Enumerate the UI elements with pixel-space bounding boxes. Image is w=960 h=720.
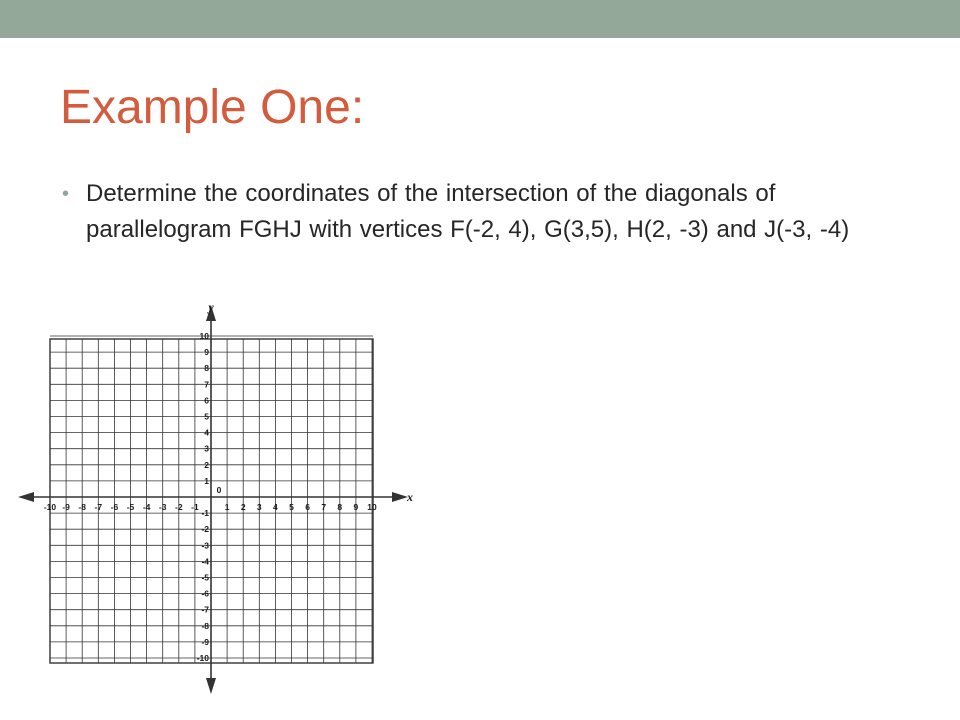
y-tick-label: -5 xyxy=(201,572,209,583)
tick-labels xyxy=(44,300,413,663)
x-tick-label: 2 xyxy=(240,502,246,512)
origin-label: 0 xyxy=(216,485,222,495)
y-axis-label: y xyxy=(208,300,214,314)
x-tick-label: 7 xyxy=(321,502,327,512)
y-tick-label: 6 xyxy=(204,395,209,406)
y-tick-label: -10 xyxy=(196,653,209,663)
x-tick-label: -10 xyxy=(43,502,57,512)
x-tick-label: 9 xyxy=(353,502,359,512)
y-tick-label: 5 xyxy=(204,411,209,422)
x-tick-label: -8 xyxy=(78,502,86,512)
y-tick-label: -8 xyxy=(201,620,209,631)
x-tick-label: -1 xyxy=(191,502,199,512)
axes xyxy=(18,305,408,694)
x-tick-label: 8 xyxy=(337,502,343,512)
x-tick-label: -4 xyxy=(142,502,151,512)
x-tick-label: 3 xyxy=(256,502,262,512)
x-tick-label: -6 xyxy=(110,502,119,512)
y-tick-label: 3 xyxy=(204,443,209,454)
x-tick-label: -9 xyxy=(62,502,70,512)
y-tick-label: -1 xyxy=(201,508,209,519)
y-tick-label: -2 xyxy=(201,524,209,535)
y-axis-bottom-arrow-icon xyxy=(206,678,216,694)
x-tick-label: -5 xyxy=(126,502,135,512)
x-tick-label: -3 xyxy=(158,502,167,512)
x-tick-label: 10 xyxy=(367,502,377,512)
bullet-text: Determine the coordinates of the intersection of the diagonals of parallelogram FGHJ with vertices F(-2, 4), G(3,5), H(2, -3) and J(-3, -4) xyxy=(86,180,850,243)
x-axis-left-arrow-icon xyxy=(18,492,34,502)
x-tick-label: 6 xyxy=(305,502,310,512)
x-tick-label: -7 xyxy=(94,502,103,512)
x-axis-label: x xyxy=(407,490,413,504)
y-tick-label: 10 xyxy=(199,331,209,341)
x-tick-label: 4 xyxy=(273,502,278,512)
y-tick-label: 2 xyxy=(204,459,209,470)
x-tick-label: -2 xyxy=(175,502,183,512)
x-axis-right-arrow-icon xyxy=(392,492,408,502)
slide-title: Example One: xyxy=(60,81,365,134)
y-tick-label: 4 xyxy=(204,427,209,438)
y-tick-label: 7 xyxy=(204,379,209,390)
y-tick-label: -7 xyxy=(201,604,209,615)
y-tick-label: -6 xyxy=(201,588,209,599)
y-tick-label: 9 xyxy=(204,347,209,358)
bullet-dot-icon: • xyxy=(62,183,70,205)
x-tick-label: 1 xyxy=(224,502,230,512)
y-tick-label: 8 xyxy=(204,363,209,374)
x-tick-label: 5 xyxy=(289,502,294,512)
y-tick-label: -9 xyxy=(201,636,209,647)
y-tick-label: 1 xyxy=(204,475,209,486)
y-tick-label: -3 xyxy=(201,540,209,551)
y-tick-label: -4 xyxy=(201,556,209,567)
